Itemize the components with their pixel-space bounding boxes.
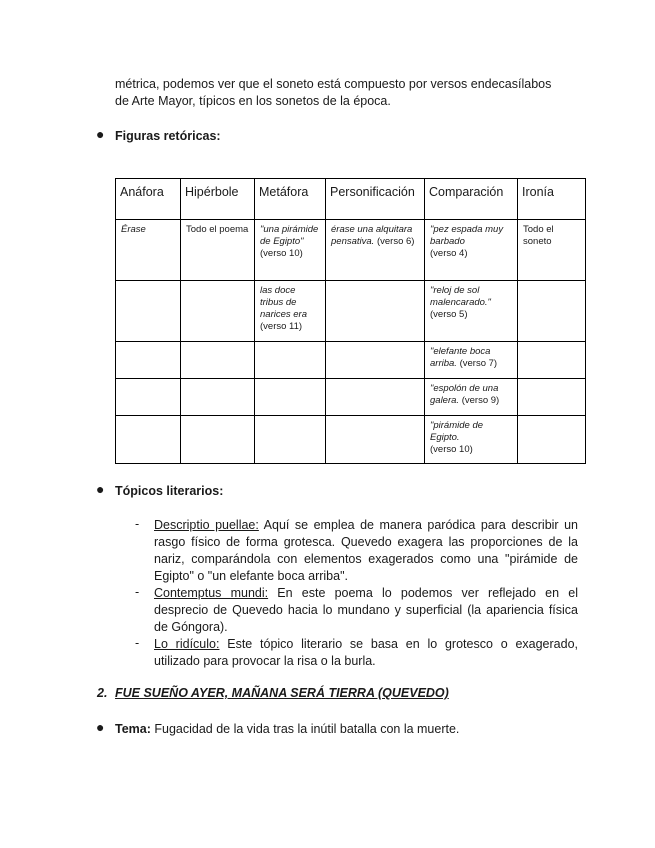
tema-text: Fugacidad de la vida tras la inútil batalla con la muerte. bbox=[150, 722, 460, 736]
table-row bbox=[116, 281, 586, 342]
cell-empty bbox=[116, 342, 181, 379]
topico-text: En este poema lo podemos ver reflejado en el desprecio de Quevedo hacia lo mundano y superficial (la apariencia física de Góngora). bbox=[154, 586, 578, 634]
cell-metafora bbox=[255, 281, 326, 342]
cell-text: Todo el poema bbox=[186, 224, 249, 235]
bullet-icon: ● bbox=[96, 481, 105, 497]
topico-text: Este tópico literario se basa en lo grotesco o exagerado, utilizado para provocar la risa o la burla. bbox=[154, 637, 578, 668]
cell-text: érase una alquitara pensativa. bbox=[331, 224, 413, 247]
header-ironia: Ironía bbox=[518, 179, 586, 220]
cell-comparacion bbox=[425, 379, 518, 416]
cell-verse: (verso 11) bbox=[260, 321, 303, 332]
cell-verse: (verso 6) bbox=[374, 236, 415, 247]
cell-empty bbox=[326, 281, 425, 342]
topico-item-1 bbox=[154, 517, 578, 585]
header-anafora: Anáfora bbox=[116, 179, 181, 220]
cell-verse: (verso 10) bbox=[260, 248, 303, 259]
cell-empty bbox=[181, 416, 255, 464]
cell-personificacion bbox=[326, 220, 425, 281]
cell-empty bbox=[326, 416, 425, 464]
cell-empty bbox=[518, 379, 586, 416]
section-number: 2. bbox=[97, 686, 108, 700]
cell-empty bbox=[255, 342, 326, 379]
cell-empty bbox=[116, 281, 181, 342]
cell-empty bbox=[518, 281, 586, 342]
table-row bbox=[116, 379, 586, 416]
cell-empty bbox=[326, 379, 425, 416]
cell-metafora bbox=[255, 220, 326, 281]
topico-item-3 bbox=[154, 636, 578, 670]
cell-verse: (verso 7) bbox=[456, 358, 498, 369]
topicos-heading: Tópicos literarios: bbox=[115, 484, 224, 498]
cell-text: "espolón de una galera. bbox=[430, 383, 499, 406]
cell-empty bbox=[116, 416, 181, 464]
intro-line-2: de Arte Mayor, típicos en los sonetos de la época. bbox=[115, 94, 391, 108]
cell-empty bbox=[518, 416, 586, 464]
header-comparacion: Comparación bbox=[425, 179, 518, 220]
cell-empty bbox=[255, 379, 326, 416]
dash-icon: - bbox=[135, 517, 140, 531]
topico-term: Lo ridículo: bbox=[154, 637, 220, 651]
cell-text: Érase bbox=[121, 224, 146, 235]
cell-text: "reloj de sol malencarado." bbox=[430, 285, 491, 308]
table-header-row bbox=[116, 179, 586, 220]
intro-line-1: métrica, podemos ver que el soneto está compuesto por versos endecasílabos bbox=[115, 77, 552, 91]
cell-empty bbox=[181, 281, 255, 342]
cell-hiperbole bbox=[181, 220, 255, 281]
section-title: FUE SUEÑO AYER, MAÑANA SERÁ TIERRA (QUEVEDO) bbox=[115, 686, 449, 700]
cell-comparacion bbox=[425, 416, 518, 464]
bullet-icon: ● bbox=[96, 719, 105, 735]
cell-text: "pez espada muy barbado bbox=[430, 224, 504, 247]
cell-comparacion bbox=[425, 342, 518, 379]
cell-text: "elefante boca arriba. bbox=[430, 346, 491, 369]
cell-comparacion bbox=[425, 220, 518, 281]
cell-verse: (verso 9) bbox=[459, 395, 500, 406]
table-row bbox=[116, 416, 586, 464]
figuras-table bbox=[115, 178, 586, 464]
cell-ironia bbox=[518, 220, 586, 281]
cell-empty bbox=[116, 379, 181, 416]
tema-line bbox=[115, 721, 459, 738]
tema-label: Tema: bbox=[115, 722, 151, 736]
cell-empty bbox=[518, 342, 586, 379]
cell-text: "una pirámide de Egipto" bbox=[260, 224, 319, 247]
cell-anafora bbox=[116, 220, 181, 281]
cell-verse: (verso 10) bbox=[430, 444, 473, 455]
topico-term: Descriptio puellae: bbox=[154, 518, 259, 532]
figuras-heading: Figuras retóricas: bbox=[115, 129, 221, 143]
cell-verse: (verso 4) bbox=[430, 248, 468, 259]
topico-item-2 bbox=[154, 585, 578, 636]
cell-empty bbox=[326, 342, 425, 379]
dash-icon: - bbox=[135, 585, 140, 599]
topico-text: Aquí se emplea de manera paródica para describir un rasgo físico de forma grotesca. Quevedo exagera las proporciones de la nariz, comparándola con elementos exagerados como una "pirámide de Egipto" o "un elefante boca arriba". bbox=[154, 518, 579, 583]
bullet-icon: ● bbox=[96, 126, 105, 142]
dash-icon: - bbox=[135, 636, 140, 650]
cell-text: "pirámide de Egipto. bbox=[430, 420, 484, 443]
cell-empty bbox=[181, 379, 255, 416]
header-personificacion: Personificación bbox=[326, 179, 425, 220]
cell-comparacion bbox=[425, 281, 518, 342]
table-row bbox=[116, 220, 586, 281]
cell-text: las doce tribus de narices era bbox=[260, 285, 307, 320]
header-metafora: Metáfora bbox=[255, 179, 326, 220]
cell-empty bbox=[181, 342, 255, 379]
cell-text: Todo el soneto bbox=[523, 224, 554, 247]
table-row bbox=[116, 342, 586, 379]
cell-verse: (verso 5) bbox=[430, 309, 468, 320]
topico-term: Contemptus mundi: bbox=[154, 586, 269, 600]
header-hiperbole: Hipérbole bbox=[181, 179, 255, 220]
cell-empty bbox=[255, 416, 326, 464]
